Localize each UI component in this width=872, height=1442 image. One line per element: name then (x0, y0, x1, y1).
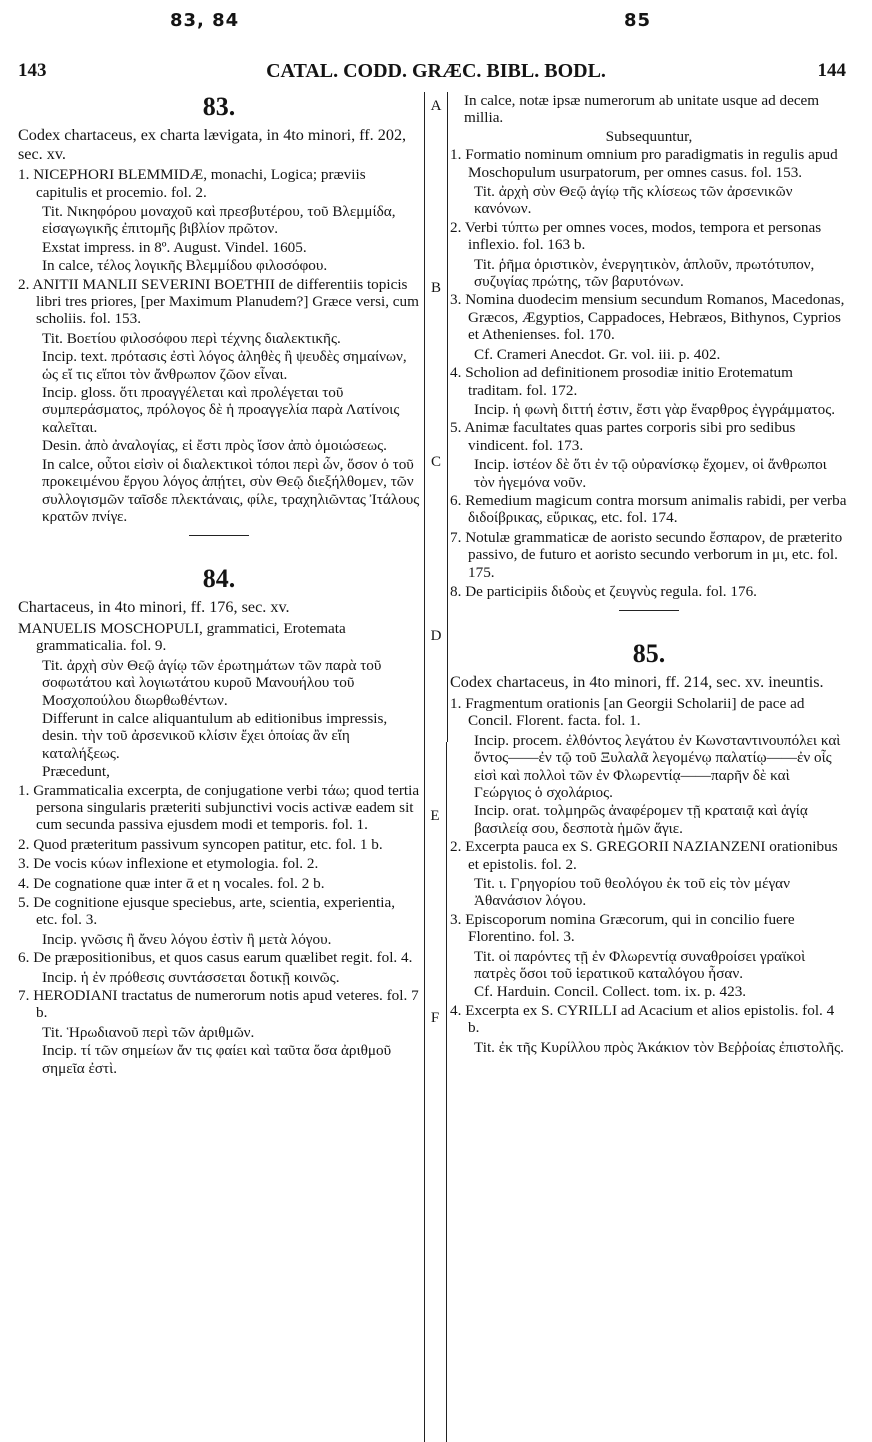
codex-84-sub-entry-5: 5. Animæ facultates quas partes corporis sibi pro sedibus vindicent. fol. 173. (450, 419, 796, 454)
codex-85-description: Codex chartaceus, in 4to minori, ff. 214, sec. xv. ineuntis. (450, 673, 824, 692)
section-rule (619, 610, 679, 611)
codex-84-description: Chartaceus, in 4to minori, ff. 176, sec. xv. (18, 598, 290, 617)
codex-83-entry-2-incipit-text: Incip. text. πρότασις ἐστὶ λόγος ἀληθὲς ἢ ψευδὲς σημαίνων, ὡς εἴ τις εἴποι τὸν ἄνθρωπον ζῶον εἶναι. (42, 348, 407, 383)
right-column (450, 92, 848, 1057)
codex-83-entry-1-calce: In calce, τέλος λογικῆς Βλεμμίδου φιλοσόφου. (42, 257, 328, 275)
codex-84-entry-2: 2. Quod præteritum passivum syncopen patitur, etc. fol. 1 b. (18, 835, 383, 853)
codex-85-entry-3-title: Tit. οἱ παρόντες τῇ ἐν Φλωρεντίᾳ συναθροίσει γραϊκοὶ πατρὲς ὅσοι τοῦ ἱερατικοῦ καταλόγου ἦσαν. (474, 947, 806, 983)
codex-84-entry-1: 1. Grammaticalia excerpta, de conjugatione verbi τάω; quod tertia persona singularis præteriti subjunctivi vocis activæ eadem sit cum secunda passiva ejusdem modi et temporis. fol. 1. (18, 781, 420, 834)
codex-85-entry-1-incipit-proem: Incip. procem. ἐλθόντος λεγάτου ἐν Κωνσταντινουπόλει καὶ ὄντος——ἐν τῷ τοῦ Ξυλαλᾶ λεγομένῳ παλατίῳ——ἐν οἷς εἰσὶ καὶ πολλοὶ τῶν ἐν Φλωρεντίᾳ——παρῆν δὲ καὶ Γεώργιος ὁ σχολάριος. (474, 731, 841, 801)
codex-84-sub-entry-1-title: Tit. ἀρχὴ σὺν Θεῷ ἁγίῳ τῆς κλίσεως τῶν ἀρσενικῶν κανόνων. (474, 183, 793, 218)
column-rule-lower-left (424, 742, 425, 1442)
codex-84-entry-7: 7. HERODIANI tractatus de numerorum notis apud veteres. fol. 7 b. (18, 987, 419, 1022)
section-rule (189, 535, 249, 536)
margin-letter-c: C (430, 454, 441, 470)
codex-84-main-title: Tit. ἀρχὴ σὺν Θεῷ ἁγίῳ τῶν ἐρωτημάτων τῶν παρὰ τοῦ σοφωτάτου καὶ λογιωτάτου κυροῦ Μανουήλου τοῦ Μοσχοπούλου διωρθωθέντων. (42, 656, 382, 709)
codex-84-entry-6: 6. De præpositionibus, et quos casus earum quælibet regit. fol. 4. (18, 949, 413, 967)
codex-83-description: Codex chartaceus, ex charta lævigata, in 4to minori, ff. 202, sec. xv. (18, 126, 407, 163)
codex-84-entry-7-incipit: Incip. τί τῶν σημείων ἄν τις φαίει καὶ ταῦτα ὅσα ἀριθμοῦ σημεῖα ἐστὶ. (42, 1042, 392, 1077)
codex-84-subsequuntur: Subsequuntur, (605, 127, 693, 145)
margin-gap (424, 742, 446, 762)
codex-84-entry-7-title: Tit. Ἡρωδιανοῦ περὶ τῶν ἀριθμῶν. (42, 1023, 255, 1041)
codex-85-entry-2: 2. Excerpta pauca ex S. GREGORII NAZIANZENI orationibus et epistolis. fol. 2. (450, 838, 838, 873)
codex-84-sub-entry-2-title: Tit. ῥῆμα ὁριστικὸν, ἐνεργητικὸν, ἁπλοῦν, πρωτότυπον, συζυγίας πρώτης, τῶν βαρυτόνων. (474, 255, 815, 291)
column-divider (424, 92, 448, 742)
codex-84-sub-entry-1: 1. Formatio nominum omnium pro paradigmatis in regulis apud Moschopulum usurpatorum, per omnes casus. fol. 153. (450, 146, 838, 181)
codex-85-entry-4: 4. Excerpta ex S. CYRILLI ad Acacium et alios epistolis. fol. 4 b. (450, 1001, 835, 1037)
codex-83-entry-2-calce: In calce, οὗτοι εἰσὶν οἱ διαλεκτικοὶ τόποι περὶ ὧν, ὅσον ὁ τοῦ προκειμένου ἔργου λόγος ἀπῄτει, σὺν Θεῷ διεξήλθομεν, τῶν συλλογισμῶν ταῖσδε πλεκτάναις, φίλε, τραχηλιῶντας Ἰτάλους κρατῶν πνίγε. (42, 455, 420, 525)
codex-84-sub-entry-2: 2. Verbi τύπτω per omnes voces, modos, tempora et personas inflexio. fol. 163 b. (450, 218, 822, 254)
codex-85-entry-3: 3. Episcoporum nomina Græcorum, qui in concilio fuere Florentino. fol. 3. (450, 910, 795, 946)
codex-84-sub-entry-4-incipit: Incip. ἡ φωνὴ διττή ἐστιν, ἔστι γὰρ ἔναρθρος ἐγγράμματος. (474, 400, 836, 418)
codex-84-sub-entry-3-cf: Cf. Crameri Anecdot. Gr. vol. iii. p. 402. (474, 345, 721, 363)
codex-83-entry-1: 1. NICEPHORI BLEMMIDÆ, monachi, Logica; præviis capitulis et procemio. fol. 2. (18, 166, 366, 201)
codex-84-entry-3: 3. De vocis κύων inflexione et etymologia. fol. 2. (18, 855, 319, 873)
codex-84-sub-entry-4: 4. Scholion ad definitionem prosodiæ initio Erotematum traditam. fol. 172. (450, 364, 793, 399)
page-number-right: 144 (817, 60, 846, 81)
handwritten-codex-number-right: 85 (624, 10, 652, 31)
codex-85-entry-4-title: Tit. ἐκ τῆς Κυρίλλου πρὸς Ἀκάκιον τὸν Βεῤῥοίας ἐπιστολῆς. (474, 1038, 844, 1056)
codex-84-calce: In calce, notæ ipsæ numerorum ab unitate usque ad decem millia. (464, 92, 820, 127)
left-column (18, 92, 420, 1078)
codex-83-entry-2-incipit-gloss: Incip. gloss. ὅτι προαγγέλεται καὶ προλέγεται τοῦ συμπεράσματος, πρόλογος δὲ ἡ προαγγελία παρὰ Λατίνοις καλεῖται. (42, 384, 400, 436)
codex-84-sub-entry-5-incipit: Incip. ἰστέον δὲ ὅτι ἐν τῷ οὐρανίσκῳ ἔχομεν, οἱ ἄνθρωποι τὸν ἡγεμόνα νοῦν. (474, 456, 827, 491)
codex-84-entry-4: 4. De cognatione quæ inter ᾱ et η vocales. fol. 2 b. (18, 874, 325, 892)
codex-85-entry-1-incipit-orat: Incip. orat. τολμηρῶς ἀναφέρομεν τῇ κραταιᾷ καὶ ἁγίᾳ βασιλείᾳ σου, δεσποτὰ ἡμῶν ἅγιε. (474, 802, 808, 837)
column-rule-lower-right (446, 742, 447, 1442)
margin-letter-f: F (430, 1010, 440, 1026)
codex-85-entry-3-cf: Cf. Harduin. Concil. Collect. tom. ix. p. 423. (474, 983, 747, 1001)
codex-84-sub-entry-3: 3. Nomina duodecim mensium secundum Romanos, Macedonas, Græcos, Ægyptios, Cappadoces, Hebræos, Bithynos, Cyprios et Athenienses. fol. 170. (450, 291, 845, 344)
codex-84-sub-entry-7: 7. Notulæ grammaticæ de aoristo secundo ἔσπαρον, de præterito passivo, de futuro et aoristo secundo verborum in μι, etc. fol. 175. (450, 528, 843, 581)
codex-83-entry-2-desinit: Desin. ἀπὸ ἀναλογίας, εἰ ἔστι πρὸς ἴσον ἀπὸ ὁμοιώσεως. (42, 437, 387, 455)
margin-letter-b: B (430, 280, 441, 296)
codex-83-entry-2: 2. ANITII MANLII SEVERINI BOETHII de differentiis topicis libri tres priores, [per Maximum Planudem?] Græce versi, cum scholiis. fol. 153. (18, 275, 419, 328)
margin-letter-d: D (430, 628, 442, 644)
codex-84-entry-5: 5. De cognitione ejusque speciebus, arte, scientia, experientia, etc. fol. 3. (18, 894, 396, 929)
codex-84-sub-entry-6: 6. Remedium magicum contra morsum animalis rabidi, per verba διδοίβρικας, εὕρικας, etc. fol. 174. (450, 491, 847, 527)
codex-85-entry-2-title: Tit. ι. Γρηγορίου τοῦ θεολόγου ἐκ τοῦ εἰς τὸν μέγαν Ἀθανάσιον λόγου. (474, 875, 791, 910)
handwritten-codex-numbers-left: 83, 84 (170, 10, 240, 31)
codex-83-entry-1-exstat: Exstat impress. in 8º. August. Vindel. 1605. (42, 238, 307, 256)
codex-84-entry-6-incipit: Incip. ἡ ἐν πρόθεσις συντάσσεται δοτικῇ κοινῶς. (42, 968, 340, 986)
codex-84-main-entry: MANUELIS MOSCHOPULI, grammatici, Erotemata grammaticalia. fol. 9. (18, 619, 346, 655)
page-number-left: 143 (18, 60, 47, 81)
codex-84-number: 84. (202, 564, 236, 594)
codex-84-main-differunt: Differunt in calce aliquantulum ab editionibus impressis, desin. τὴν τοῦ ἀρσενικοῦ κλίσιν ἔχει ὁποίας ἂν εἴη καταλήξεως. (42, 709, 388, 762)
codex-84-sub-entry-8: 8. De participiis διδοὺς et ζευγνὺς regula. fol. 176. (450, 582, 757, 600)
running-title: CATAL. CODD. GRÆC. BIBL. BODL. (266, 60, 606, 82)
codex-85-number: 85. (632, 639, 666, 669)
codex-83-number: 83. (202, 92, 236, 121)
margin-letter-a: A (430, 98, 442, 114)
codex-84-praecedunt: Præcedunt, (42, 763, 110, 781)
codex-85-entry-1: 1. Fragmentum orationis [an Georgii Scholarii] de pace ad Concil. Florent. facta. fol. 1. (450, 694, 805, 730)
codex-83-entry-1-title: Tit. Νικηφόρου μοναχοῦ καὶ πρεσβυτέρου, τοῦ Βλεμμίδα, εἰσαγωγικῆς ἐπιτομῆς βιβλίον πρῶτον. (42, 203, 396, 238)
codex-84-entry-5-incipit: Incip. γνῶσις ἢ ἄνευ λόγου ἐστὶν ἢ μετὰ λόγου. (42, 930, 332, 948)
margin-letter-e: E (430, 808, 440, 824)
codex-83-entry-2-title: Tit. Βοετίου φιλοσόφου περὶ τέχνης διαλεκτικῆς. (42, 329, 341, 347)
